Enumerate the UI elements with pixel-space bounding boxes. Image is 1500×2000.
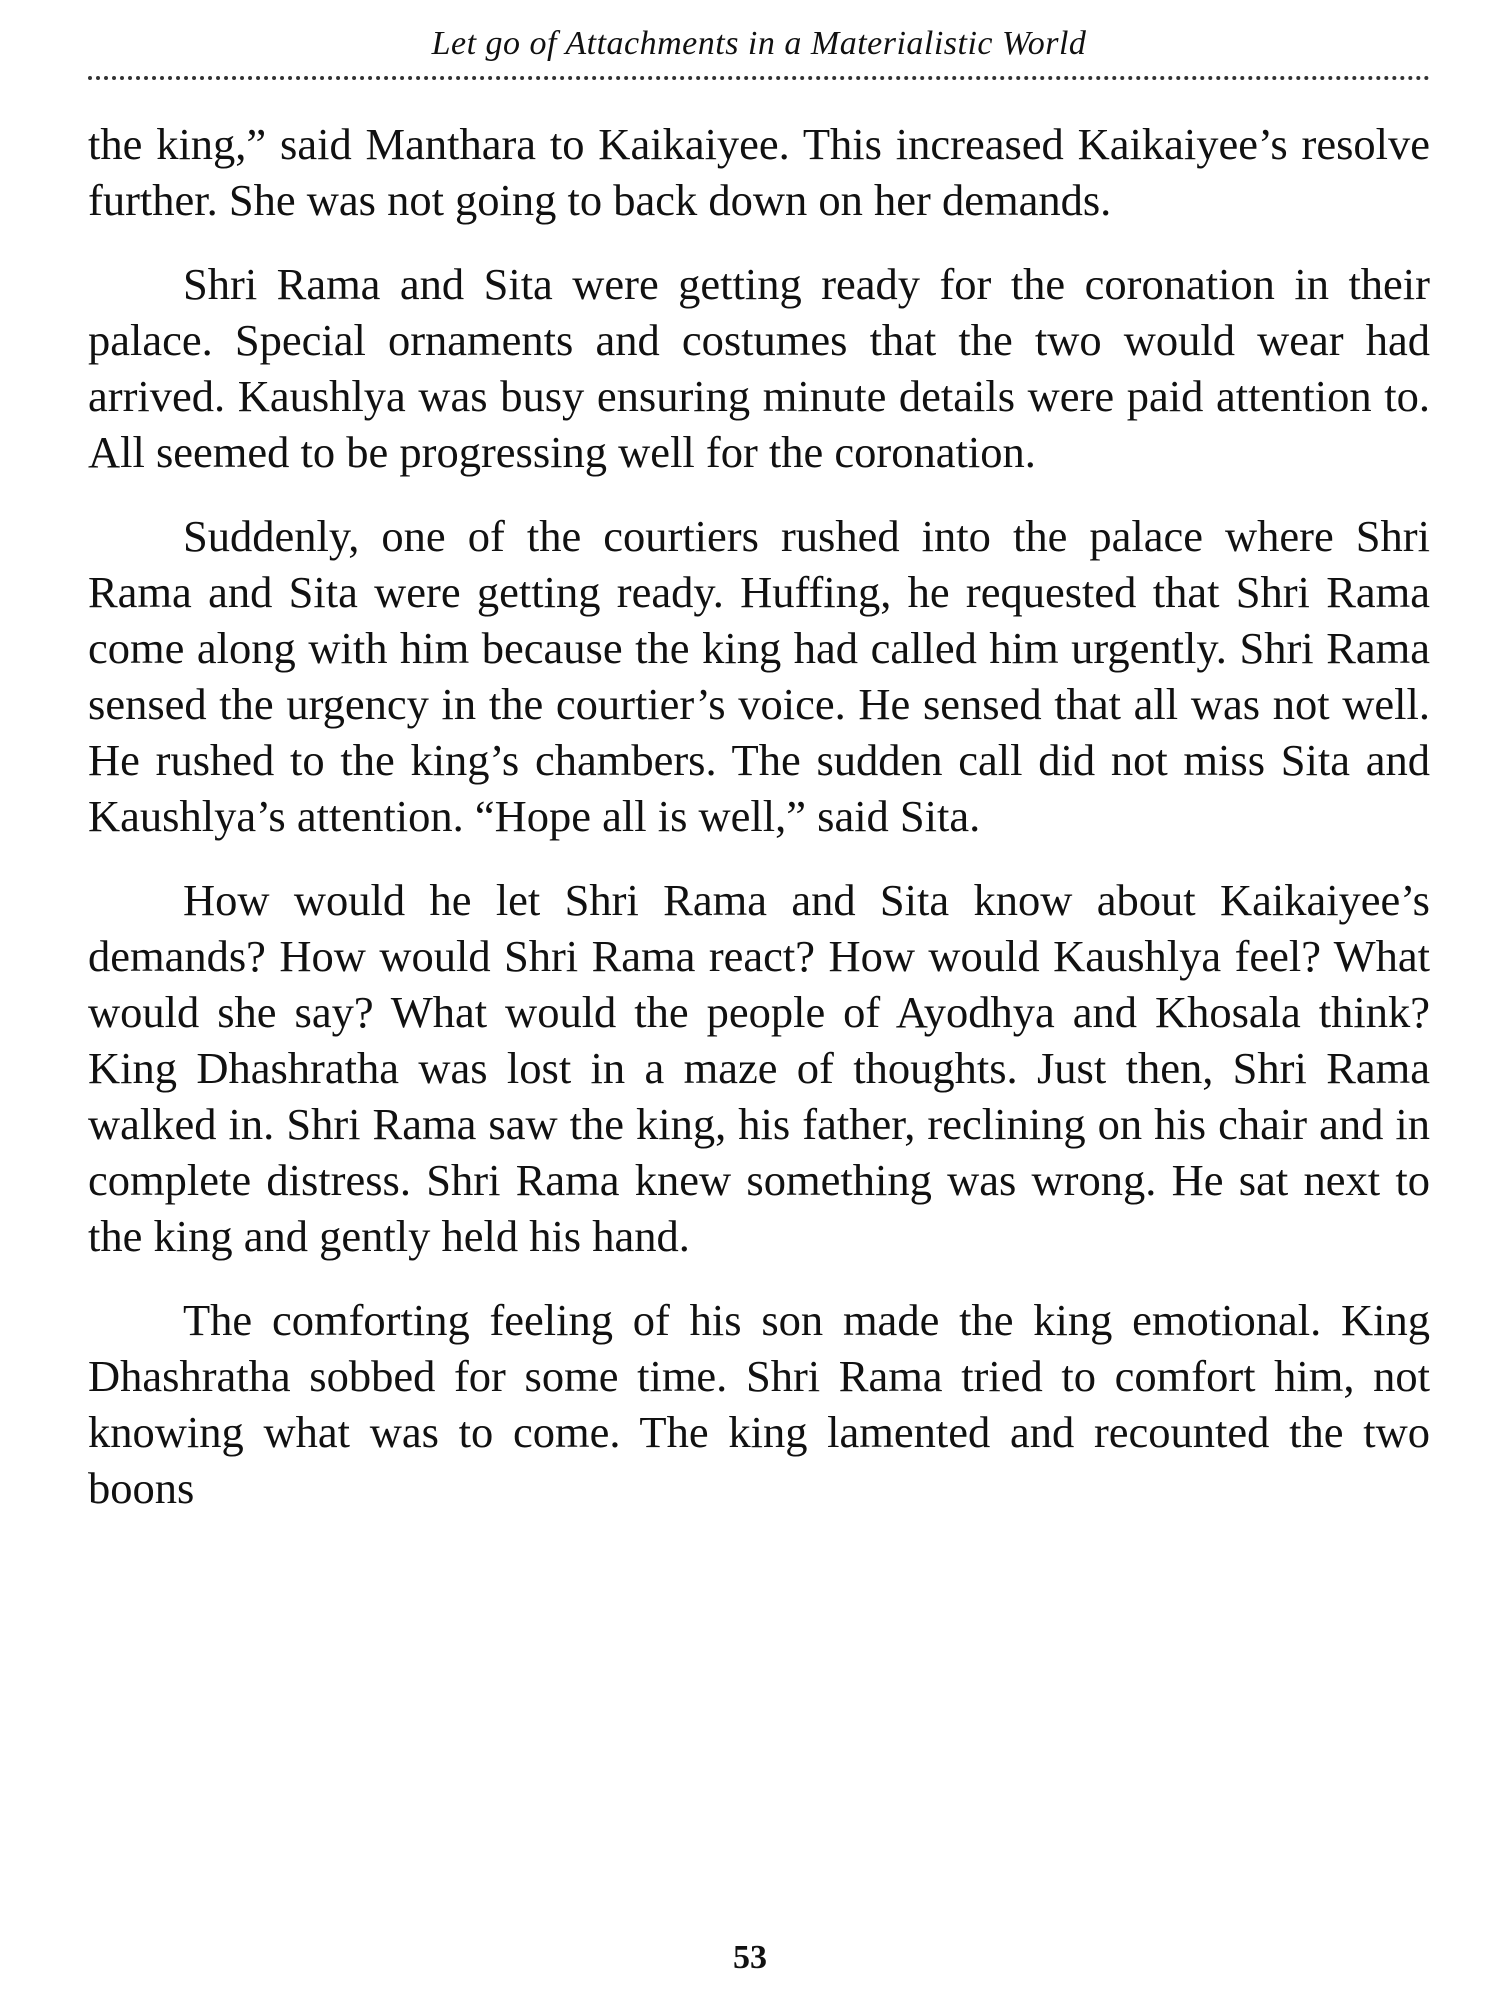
- page-number: 53: [733, 1939, 767, 1976]
- running-head: Let go of Attachments in a Materialistic World: [431, 25, 1087, 62]
- paragraph-continued: the king,” said Manthara to Kaikaiyee. This increased Kaikaiyee’s resolve further. She was not going to back down on her demands.: [88, 119, 1430, 225]
- paragraph: Suddenly, one of the courtiers rushed into the palace where Shri Rama and Sita were getting ready. Huffing, he requested that Shri Rama come along with him because the king had called him urgently. Shri Rama sensed the urgency in the courtier’s voice. He sensed that all was not well. He rushed to the king’s chambers. The sudden call did not miss Sita and Kaushlya’s attention. “Hope all is well,” said Sita.: [88, 511, 1430, 841]
- header-dotted-rule: [88, 76, 1430, 80]
- paragraph: Shri Rama and Sita were getting ready for the coronation in their palace. Special ornaments and costumes that the two would wear had arrived. Kaushlya was busy ensuring minute details were paid attention to. All seemed to be progressing well for the coronation.: [88, 259, 1430, 477]
- page-body: [88, 116, 1430, 1544]
- paragraph: How would he let Shri Rama and Sita know about Kaikaiyee’s demands? How would Shri Rama react? How would Kaushlya feel? What would she say? What would the people of Ayodhya and Khosala think? King Dhashratha was lost in a maze of thoughts. Just then, Shri Rama walked in. Shri Rama saw the king, his father, reclining on his chair and in complete distress. Shri Rama knew something was wrong. He sat next to the king and gently held his hand.: [88, 875, 1430, 1261]
- paragraph: The comforting feeling of his son made the king emotional. King Dhashratha sobbed for some time. Shri Rama tried to comfort him, not knowing what was to come. The king lamented and recounted the two boons: [88, 1295, 1430, 1513]
